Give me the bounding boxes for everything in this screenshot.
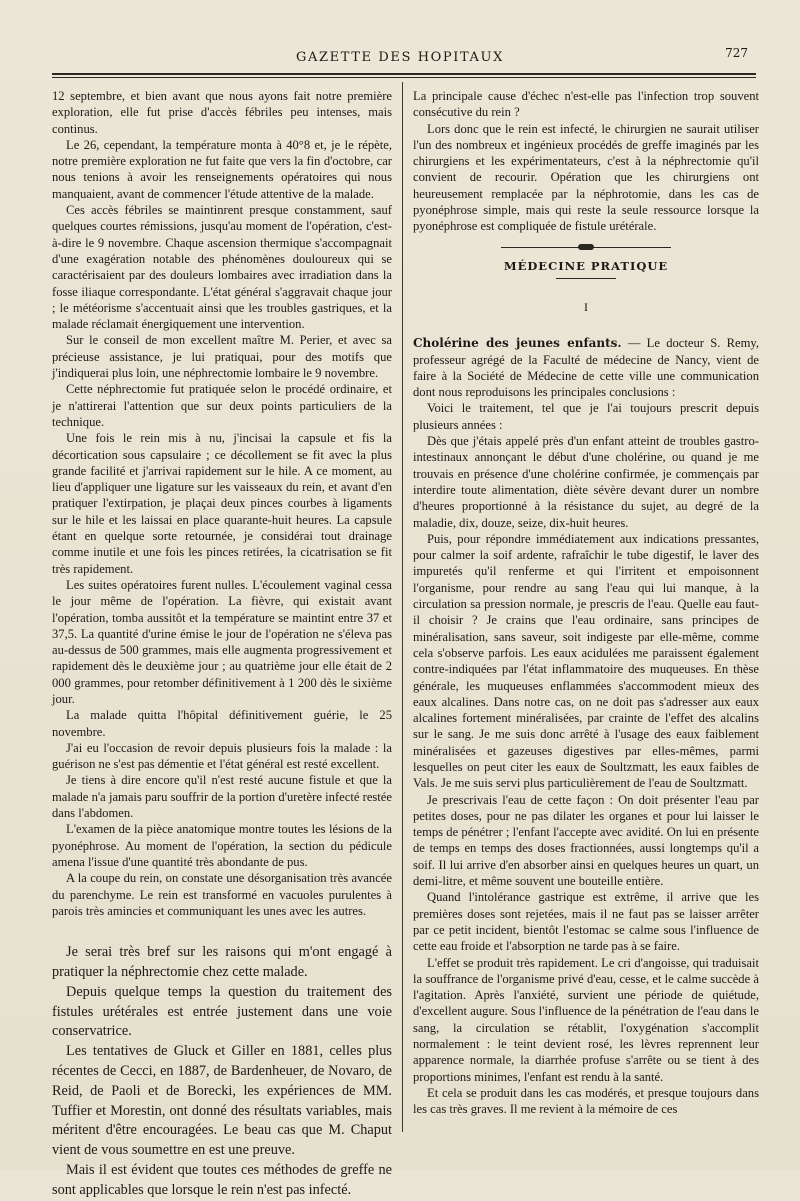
paragraph: Les tentatives de Gluck et Giller en 1881, celles plus récentes de Cecci, en 1887, de Bardenheuer, de Novaro, de Reid, de Paoli et de Borecki, les expériences de MM. Tuffier et Morestin, ont donné des résultats variables, mais méritent d'être encouragées. Le beau cas que M. Chaput vient de vous soumettre en est une preuve. bbox=[52, 1043, 392, 1159]
paragraph: Une fois le rein mis à nu, j'incisai la capsule et fis la décortication sous capsulaire ; ce décollement se fit avec la plus grande facilité et j'arrivai rapidement sur le hile. A ce moment, au lieu d'appliquer une ligature sur les vaisseaux du rein, et avant d'en pratiquer l'extirpation, je plaçai deux pinces courbes à ligaments sur le hile et les laissai en place quarante-huit heures. La capsule étant en quelque sorte retournée, je considérai tout drainage comme inutile et une fois les pinces retirées, la cicatrisation se fit très rapidement. bbox=[52, 431, 392, 576]
left-paragraphs bbox=[52, 88, 392, 919]
paragraph: La malade quitta l'hôpital définitivement guérie, le 25 novembre. bbox=[52, 708, 392, 739]
paragraph: Puis, pour répondre immédiatement aux indications pressantes, pour calmer la soif ardente, rafraîchir le tube digestif, le laver des impuretés qu'il renferme et qui l'irritent et empoisonnent l'organisme, pour rendre au sang l'eau qui lui manque, à la circulation sa pression normale, je prescris de l'eau. Quelle eau faut-il choisir ? Je crains que l'eau ordinaire, sans principes de minéralisation, sans saveur, soit indigeste par elle-même, comme cela s'observe parfois. Les eaux acidulées me paraissent également contre-indiquées par l'état inflammatoire des muqueuses. En thèse générale, les muqueuses enflammées s'accommodent mieux des eaux alcalines. Dans notre cas, on ne doit pas s'adresser aux eaux alcalines fortement minéralisées, par crainte de l'effet des alcalins sur le sang. Je me suis donc arrêté à l'usage des eaux faiblement minéralisées et gazeuses digestives par elles-mêmes, parmi lesquelles on peut citer les eaux de Soultzmatt, les eaux faibles de Vals. Je me suis servi plus particulièrement de l'eau de Soultzmatt. bbox=[413, 531, 759, 791]
paragraph: Cette néphrectomie fut pratiquée selon le procédé ordinaire, et je n'attirerai l'attention que sur deux points particuliers de la technique. bbox=[52, 382, 392, 429]
paragraph: Sur le conseil de mon excellent maître M. Perier, et avec sa précieuse assistance, je lui pratiquai, pour des motifs que j'indiquerai plus loin, une néphrectomie lombaire le 9 novembre. bbox=[52, 333, 392, 381]
paragraph: Le 26, cependant, la température monta à 40°8 et, je le répète, notre première exploration ne fut faite que vers la fin d'octobre, car nous tenions à avoir les renseignements opératoires qui nous manquaient, avant de commencer l'étude attentive de la malade. bbox=[52, 137, 392, 201]
paragraph: L'examen de la pièce anatomique montre toutes les lésions de la pyonéphrose. Au moment de l'opération, la section du pédicule amena l'issue d'une quantité très abondante de pus. bbox=[52, 822, 392, 869]
paragraph: Les suites opératoires furent nulles. L'écoulement vaginal cessa le jour même de l'opération. La fièvre, qui existait avant l'opération, tomba aussitôt et la température se maintint entre 37 et 37,5. La quantité d'urine émise le jour de l'opération ne s'éleva pas au-dessus de 500 grammes, mais elle augmenta progressivement et rapidement dès le deuxième jour ; au quatrième jour elle était de 2 000 grammes, pour retomber définitivement à 1 200 dès le sixième jour. bbox=[52, 577, 392, 706]
column-divider bbox=[402, 82, 403, 1132]
header-rule bbox=[52, 73, 756, 75]
section-title-underline bbox=[556, 278, 616, 279]
paragraph: Mais il est évident que toutes ces méthodes de greffe ne sont applicables que lorsque le rein n'est pas infecté. bbox=[52, 1161, 392, 1198]
section-separator bbox=[501, 247, 671, 248]
running-head bbox=[0, 46, 800, 70]
paragraph: A la coupe du rein, on constate une désorganisation très avancée du parenchyme. Le rein est transformé en vacuoles purulentes à parois très amincies et communiquant les unes avec les autres. bbox=[52, 871, 392, 918]
paragraph: Dès que j'étais appelé près d'un enfant atteint de troubles gastro-intestinaux annonçant le début d'une cholérine, ou quand je me trouvais en présence d'une cholérine confirmée, je commençais par interdire toute alimentation, diète sévère devant durer un nombre d'heures proportionné à la résistance du sujet, au degré de la maladie, dix, douze, seize, dix-huit heures. bbox=[413, 434, 759, 530]
paragraph: L'effet se produit très rapidement. Le cri d'angoisse, qui traduisait la souffrance de l'organisme privé d'eau, cesse, et le calme succède à l'agitation. Après l'anxiété, survient une période de quiétude, d'excellent augure. Sous l'influence de la pénétration de l'eau dans le sang, la circulation se rétablit, l'oxygénation s'accomplit normalement : le teint devient rosé, les lèvres reprennent leur apparence normale, la diarrhée profuse s'arrête ou se tient à des proportions minimes, l'enfant est rendu à la santé. bbox=[413, 955, 759, 1084]
lead-text: — Le docteur S. Remy, professeur agrégé de la Faculté de médecine de Nancy, vient de faire à la Société de Médecine de cette ville une communication dont nous reproduisons les principales conclusions : bbox=[413, 336, 759, 400]
left-large-paragraphs bbox=[52, 943, 392, 1200]
paragraph: Depuis quelque temps la question du traitement des fistules urétérales est entrée justement dans une voie conservatrice. bbox=[52, 983, 392, 1040]
article-run-in-title: Cholérine des jeunes enfants. bbox=[413, 336, 622, 351]
paragraph: Quand l'intolérance gastrique est extrême, il arrive que les premières doses sont rejetées, mais il ne faut pas se laisser arrêter par ce petit incident, bientôt l'estomac se calme sous l'influence de cette eau froide et l'absorption ne tarde pas à se faire. bbox=[413, 890, 759, 954]
paragraph: 12 septembre, et bien avant que nous ayons fait notre première exploration, elle fut prise d'accès fébriles peu intenses, mais continus. bbox=[52, 89, 392, 136]
paragraph: J'ai eu l'occasion de revoir depuis plusieurs fois la malade : la guérison ne s'est pas démentie et l'état général est resté excellent. bbox=[52, 740, 392, 772]
lead-paragraph bbox=[413, 335, 759, 400]
left-column bbox=[52, 88, 392, 1201]
paragraph: Et cela se produit dans les cas modérés, et presque toujours dans les cas très graves. Il me revient à la mémoire de ces bbox=[413, 1085, 759, 1117]
header-rule-thin bbox=[52, 77, 756, 78]
paragraph-gap bbox=[52, 919, 392, 943]
paragraph: Je serai très bref sur les raisons qui m'ont engagé à pratiquer la néphrectomie chez cette malade. bbox=[52, 944, 392, 980]
paragraph: Ces accès fébriles se maintinrent presque constamment, sauf quelques courtes rémissions, jusqu'au moment de l'opération, c'est-à-dire le 9 novembre. Chaque ascension thermique s'accompagnait d'une exagération notable des phénomènes douloureux qui se caractérisaient par des douleurs lombaires avec irradiation dans la fosse iliaque correspondante. L'état général s'aggravait chaque jour ; le météorisme s'accentuait ainsi que les troubles gastriques, et la malade réclamait énergiquement une intervention. bbox=[52, 203, 392, 332]
journal-title: GAZETTE DES HOPITAUX bbox=[296, 50, 504, 65]
right-intro-paragraphs bbox=[413, 88, 759, 235]
page-number: 727 bbox=[725, 46, 748, 60]
paragraph: La principale cause d'échec n'est-elle pas l'infection trop souvent consécutive du rein ? bbox=[413, 89, 759, 120]
paragraph: Je tiens à dire encore qu'il n'est resté aucune fistule et que la malade n'a jamais paru souffrir de la portion d'uretère infecté restée dans l'abdomen. bbox=[52, 773, 392, 821]
separator-ornament bbox=[578, 244, 594, 250]
section-number: I bbox=[584, 299, 588, 314]
section-title: MÉDECINE PRATIQUE bbox=[503, 258, 669, 273]
right-column bbox=[413, 88, 759, 1118]
paragraph: Je prescrivais l'eau de cette façon : On doit présenter l'eau par petites doses, pour ne pas dilater les organes et pour lui laisser le temps de pénétrer ; l'enfant l'accepte avec avidité. On lui en présente de temps en temps des doses fractionnées, aussi longtemps qu'il a soif. Il lui arrive d'en absorber ainsi en quelques heures un quart, un demi-litre, et même souvent une bouteille entière. bbox=[413, 792, 759, 889]
right-paragraphs bbox=[413, 400, 759, 1117]
paragraph: Voici le traitement, tel que je l'ai toujours prescrit depuis plusieurs années : bbox=[413, 401, 759, 432]
paragraph: Lors donc que le rein est infecté, le chirurgien ne saurait utiliser l'un des nombreux et ingénieux procédés de greffe imaginés par les chirurgiens et les expérimentateurs, c'est à la néphrectomie qu'il convient de recourir. Opération que les chirurgiens ont heureusement remplacée par la néphrotomie, dans les cas de pyonéphrose simple, mais qui reste la seule ressource lorsque la pyonéphrose est compliquée de fistule urétérale. bbox=[413, 121, 759, 234]
